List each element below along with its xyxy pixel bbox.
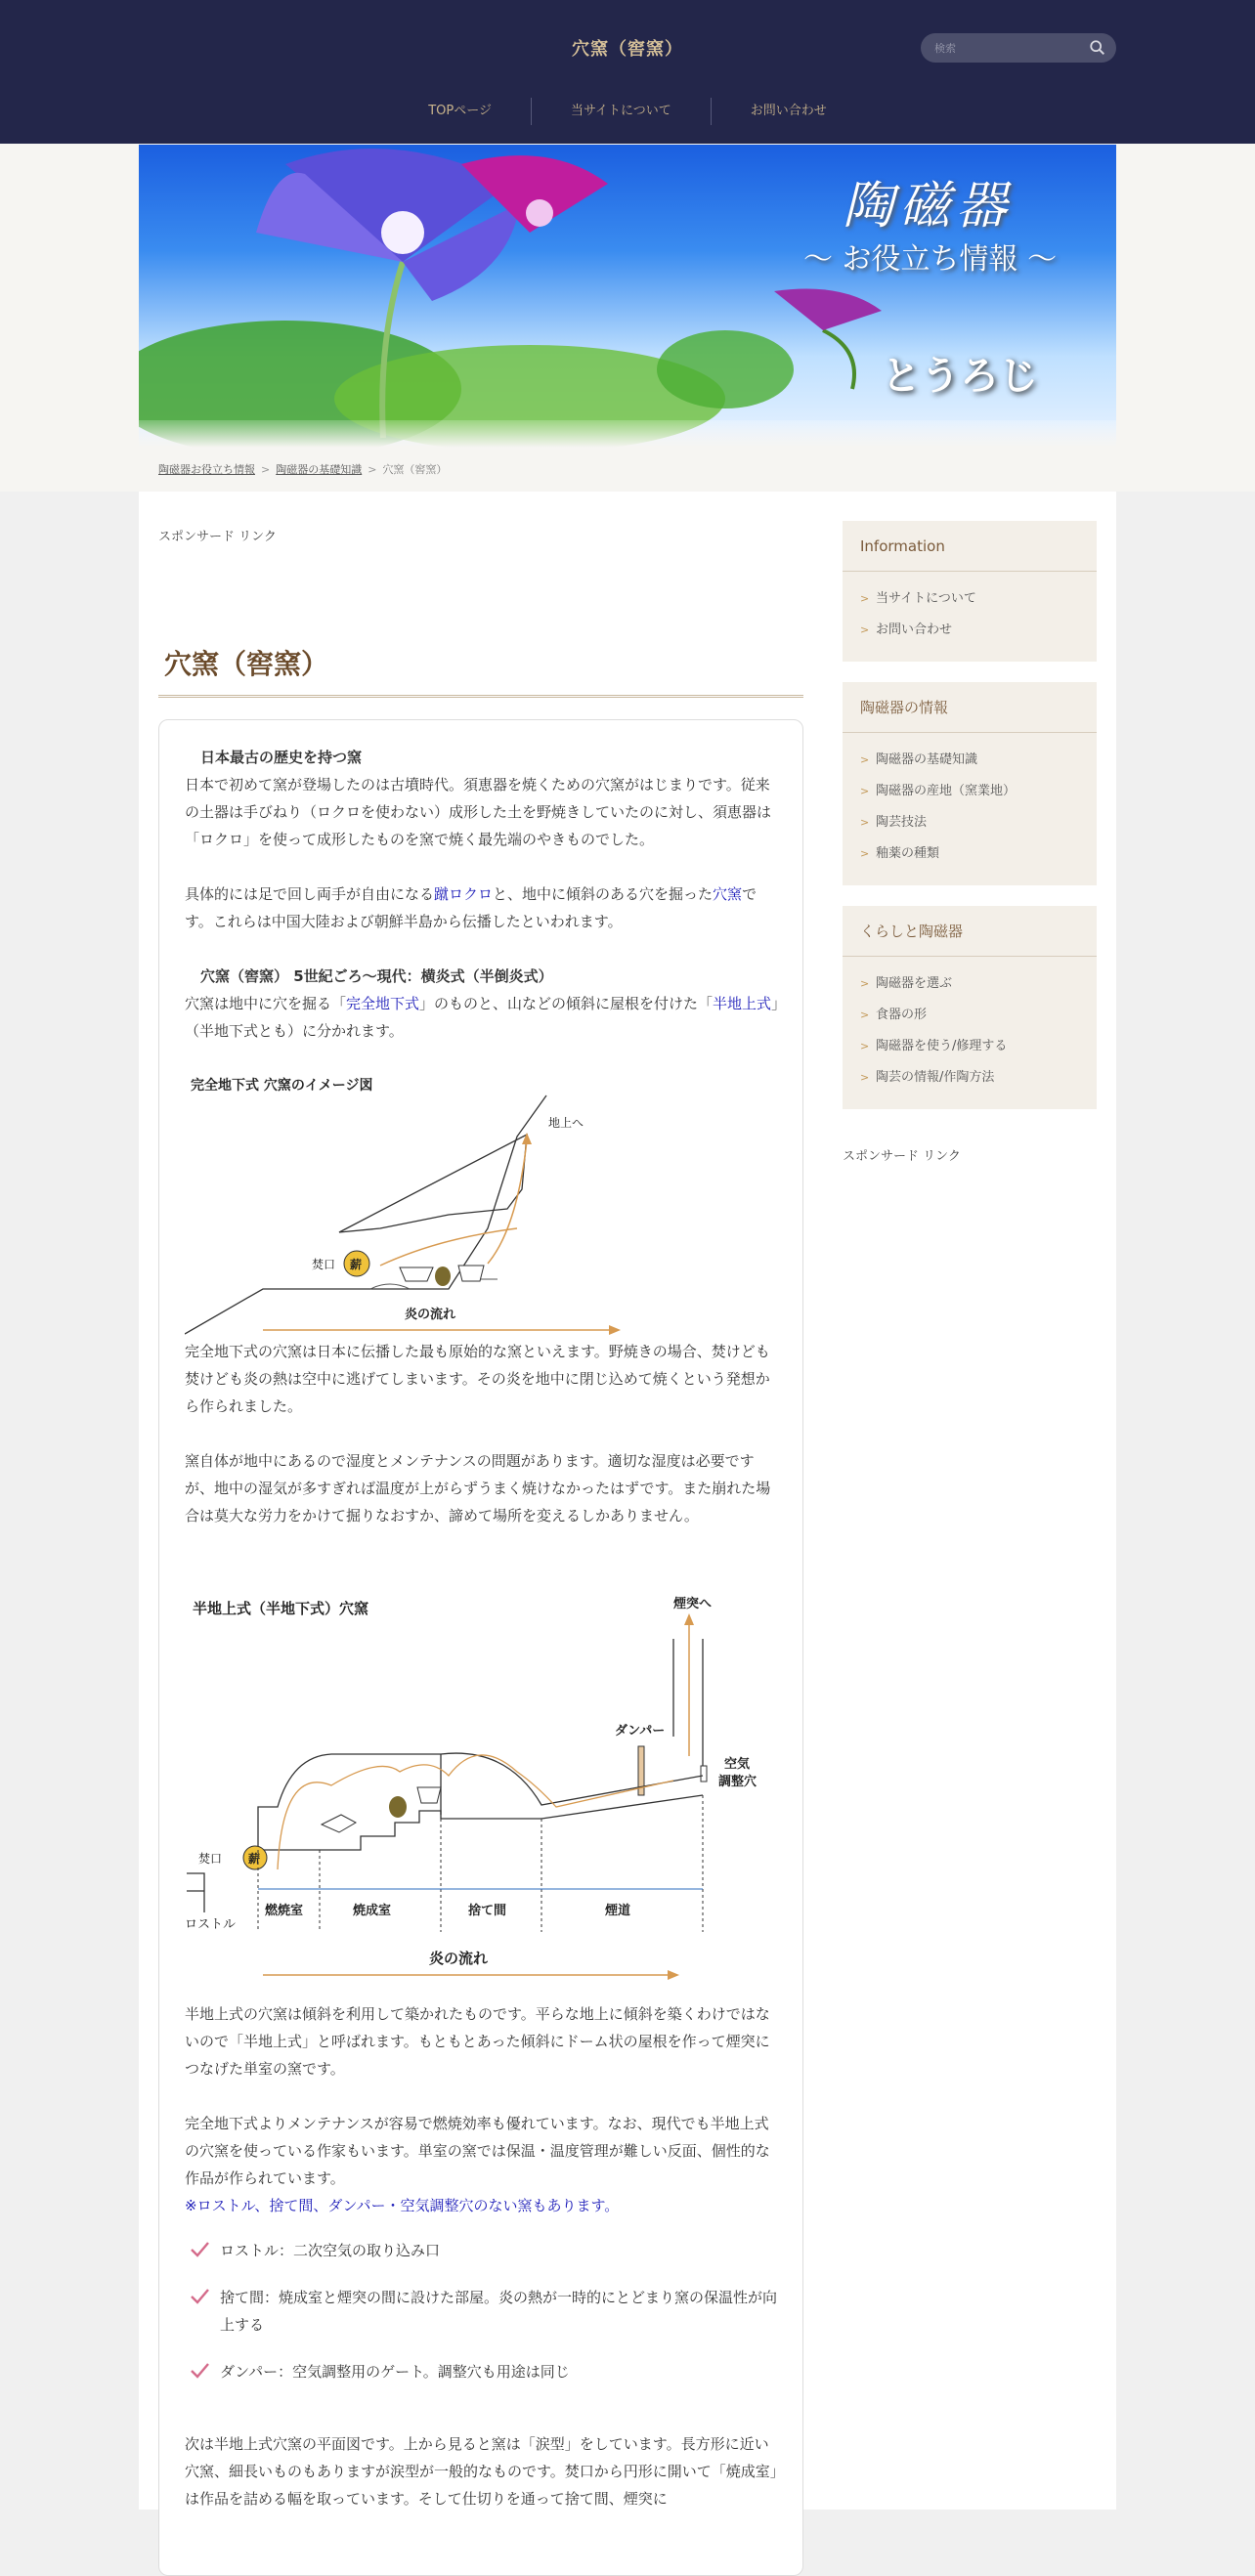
figure2-title: 半地上式（半地下式）穴窯 xyxy=(193,1600,369,1617)
figure2-firemouth-label: 焚口 xyxy=(198,1852,223,1866)
widget-information xyxy=(843,521,1097,662)
hero-title: 陶磁器 xyxy=(843,177,1014,236)
figure2-damper-label: ダンパー xyxy=(615,1724,666,1739)
article-heading-2: 穴窯（窖窯） 5世紀ごろ～現代：横炎式（半倒炎式） xyxy=(200,967,553,985)
chevron-right-icon: > xyxy=(860,816,870,829)
chevron-right-icon: > xyxy=(860,1071,870,1084)
breadcrumb-current: 穴窯（窖窯） xyxy=(382,463,448,476)
breadcrumb-separator: > xyxy=(368,463,377,476)
chevron-right-icon: > xyxy=(860,977,870,990)
check-icon xyxy=(189,2286,210,2307)
article-paragraph-4: 完全地下式の穴窯は日本に伝播した最も原始的な窯といえます。野焼きの場合、焚けども焚けども炎の熱は空中に逃げてしまいます。その炎を地中に閉じ込めて焼くという発想から作られました。 xyxy=(185,1343,770,1415)
figure2-flow-label: 炎の流れ xyxy=(429,1950,489,1967)
link-anagama[interactable]: 穴窯 xyxy=(713,885,743,903)
page-title-wrap xyxy=(158,643,803,698)
link-full-underground[interactable]: 完全地下式 xyxy=(346,995,420,1012)
figure2-air2-label: 調整穴 xyxy=(718,1775,757,1789)
widget-ceramics-info xyxy=(843,682,1097,885)
sponsor-label: スポンサード リンク xyxy=(158,530,277,544)
article-paragraph-3: 穴窯は地中に穴を掘る「完全地下式」のものと、山などの傾斜に屋根を付けた「半地上式」（半地下式とも）に分かれます。 xyxy=(185,995,779,1040)
hero-reflection xyxy=(139,420,1116,448)
figure2-wood-label: 薪 xyxy=(248,1852,261,1866)
widget-title: Information xyxy=(843,521,1097,572)
nav-item-top[interactable]: TOPページ xyxy=(428,104,492,118)
sidebar-sponsor-label: スポンサード リンク xyxy=(843,1149,961,1164)
sidebar-item-use-repair[interactable]: > 陶磁器を使う/修理する xyxy=(843,1037,1097,1068)
figure1-wood-label: 薪 xyxy=(350,1258,363,1271)
sidebar-item-about[interactable]: > 当サイトについて xyxy=(843,589,1097,621)
figure2-firing-label: 焼成室 xyxy=(353,1904,392,1918)
figure-full-underground-kiln xyxy=(185,1072,673,1336)
figure2-chimney-label: 煙突へ xyxy=(673,1597,713,1611)
article-paragraph-2: 具体的には足で回し両手が自由になる蹴ロクロと、地中に傾斜のある穴を掘った穴窯です。これらは中国大陸および朝鮮半島から伝播したといわれます。 xyxy=(185,885,757,930)
chevron-right-icon: > xyxy=(860,1040,870,1052)
link-keri-rokuro[interactable]: 蹴ロクロ xyxy=(434,885,494,903)
figure1-flow-label: 炎の流れ xyxy=(405,1308,456,1322)
site-title[interactable]: 穴窯（窖窯） xyxy=(572,39,683,60)
check-icon xyxy=(189,2239,210,2260)
check-icon xyxy=(189,2360,210,2382)
search-box xyxy=(921,33,1116,63)
article-paragraph-6: 半地上式の穴窯は傾斜を利用して築かれたものです。平らな地上に傾斜を築くわけではないので「半地上式」と呼ばれます。もともとあった傾斜にドーム状の屋根を作って煙突につなげた単室の窯です。 xyxy=(185,2005,770,2078)
chevron-right-icon: > xyxy=(860,623,870,636)
article-note: ※ロストル、捨て間、ダンパー・空気調整穴のない窯もあります。 xyxy=(185,2197,620,2214)
chevron-right-icon: > xyxy=(860,1009,870,1021)
breadcrumb-basics[interactable]: 陶磁器の基礎知識 xyxy=(276,463,363,476)
link-semi-underground[interactable]: 半地上式 xyxy=(713,995,772,1012)
chevron-right-icon: > xyxy=(860,753,870,766)
breadcrumb-separator: > xyxy=(261,463,271,476)
figure1-firemouth-label: 焚口 xyxy=(312,1258,336,1271)
nav-item-about[interactable]: 当サイトについて xyxy=(531,98,711,125)
search-icon[interactable] xyxy=(1089,39,1106,57)
figure1-up-label: 地上へ xyxy=(548,1116,584,1130)
figure1-title: 完全地下式 穴窯のイメージ図 xyxy=(191,1078,373,1094)
figure2-rostle-label: ロストル xyxy=(185,1917,237,1932)
figure2-combustion-label: 燃焼室 xyxy=(265,1904,304,1918)
page-title: 穴窯（窖窯） xyxy=(164,648,329,680)
list-item: ロストル：二次空気の取り込み口 xyxy=(185,2237,781,2264)
figure-semi-underground-kiln xyxy=(185,1580,771,1991)
chevron-right-icon: > xyxy=(860,592,870,605)
hero-brand: とうろじ xyxy=(882,353,1038,399)
figure2-flue-label: 煙道 xyxy=(605,1904,631,1918)
article-paragraph-7: 完全地下式よりメンテナンスが容易で燃焼効率も優れています。なお、現代でも半地上式の穴窯を使っている作家もいます。単室の窯では保温・温度管理が難しい反面、個性的な作品が作られています。 xyxy=(185,2115,770,2187)
site-header xyxy=(0,0,1255,144)
article-heading-1: 日本最古の歴史を持つ窯 xyxy=(200,749,363,766)
chevron-right-icon: > xyxy=(860,847,870,860)
breadcrumb-home[interactable]: 陶磁器お役立ち情報 xyxy=(158,463,255,476)
widget-title: くらしと陶磁器 xyxy=(843,906,1097,957)
sidebar-item-basics[interactable]: > 陶磁器の基礎知識 xyxy=(843,751,1097,782)
hero-banner xyxy=(139,145,1116,448)
sidebar-item-glazes[interactable]: > 釉薬の種類 xyxy=(843,844,1097,876)
search-input[interactable] xyxy=(934,40,1081,56)
figure2-air-label: 空気 xyxy=(724,1757,751,1772)
sidebar-item-pottery-info[interactable]: > 陶芸の情報/作陶方法 xyxy=(843,1068,1097,1099)
article-paragraph-5: 窯自体が地中にあるので湿度とメンテナンスの問題があります。適切な湿度は必要ですが、地中の湿気が多すぎれば温度が上がらずうまく焼けなかったはずです。また崩れた場合は莫大な労力をかけて掘りなおすか、諦めて場所を変えるしかありません。 xyxy=(185,1452,771,1524)
article-paragraph-8: 次は半地上式穴窯の平面図です。上から見ると窯は「涙型」をしています。長方形に近い穴窯、細長いものもありますが涙型が一般的なものです。焚口から円形に開いて「焼成室」は作品を詰める幅を取っています。そして仕切りを通って捨て間、煙突に xyxy=(185,2435,778,2508)
global-nav xyxy=(0,98,1255,125)
list-item: 捨て間：焼成室と煙突の間に設けた部屋。炎の熱が一時的にとどまり窯の保温性が向上する xyxy=(185,2284,781,2339)
nav-item-contact[interactable]: お問い合わせ xyxy=(711,98,866,125)
hero-subtitle: ～ お役立ち情報 ～ xyxy=(803,242,1058,277)
sidebar-item-techniques[interactable]: > 陶芸技法 xyxy=(843,813,1097,844)
sidebar-item-contact[interactable]: > お問い合わせ xyxy=(843,621,1097,652)
figure2-sutema-label: 捨て間 xyxy=(468,1904,507,1918)
list-item: ダンパー：空気調整用のゲート。調整穴も用途は同じ xyxy=(185,2358,781,2385)
article-box xyxy=(158,719,803,2576)
breadcrumb xyxy=(158,461,447,477)
sidebar-item-shapes[interactable]: > 食器の形 xyxy=(843,1006,1097,1037)
widget-living-ceramics xyxy=(843,906,1097,1109)
sidebar-item-regions[interactable]: > 陶磁器の産地（窯業地） xyxy=(843,782,1097,813)
article-paragraph-1: 日本で初めて窯が登場したのは古墳時代。須恵器を焼くための穴窯がはじまりです。従来の土器は手びねり（ロクロを使わない）成形した土を野焼きしていたのに対し、須恵器は「ロクロ」を使って成形したものを窯で焼く最先端のやきものでした。 xyxy=(185,776,772,848)
sidebar-item-choose[interactable]: > 陶磁器を選ぶ xyxy=(843,974,1097,1006)
chevron-right-icon: > xyxy=(860,785,870,797)
widget-title: 陶磁器の情報 xyxy=(843,682,1097,733)
